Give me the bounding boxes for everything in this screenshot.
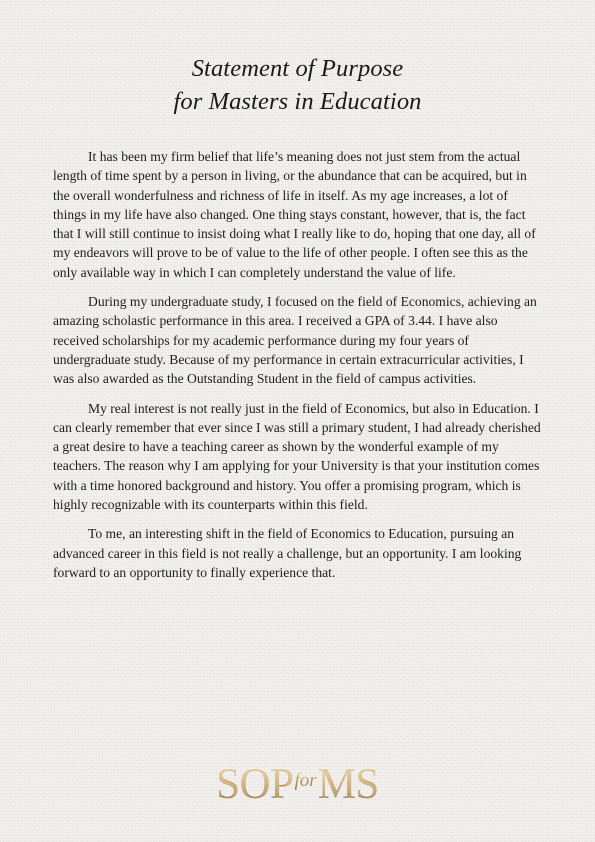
paragraph-2: During my undergraduate study, I focused on the field of Economics, achieving an amazing scholastic performance in this area. I received a GPA of 3.44. I have also received scholarships for my academic performance during my four years of undergraduate study. Because of my performance in certain extracurricular activities, I was also awarded as the Outstanding Student in the field of campus activities.	[53, 294, 537, 387]
title-line-2: for Masters in Education	[173, 88, 422, 115]
document-title	[0, 52, 595, 118]
paragraph-4: To me, an interesting shift in the field of Economics to Education, pursuing an advanced career in this field is not really a challenge, but an opportunity. I am looking forward to an opportunity to finally experience that.	[53, 526, 522, 580]
paragraph-1: It has been my firm belief that life’s meaning does not just stem from the actual length of time spent by a person in living, or the abundance that can be acquired, but in the overall wonderfulness and richness of life in itself. As my age increases, a lot of things in my life have also changed. One thing stays constant, however, that is, the fact that I will still continue to insist doing what I really like to do, hoping that one day, all of my endeavors will prove to be of value to the life of other people. I often see this as the only available way in which I can completely understand the value of life.	[53, 149, 536, 280]
document-body	[53, 147, 543, 592]
title-line-1: Statement of Purpose	[191, 55, 404, 82]
logo-text-sop: SOP	[216, 761, 294, 808]
paragraph-3: My real interest is not really just in the field of Economics, but also in Education. I can clearly remember that ever since I was still a primary student, I had already cherished a great desire to have a teaching career as shown by the wonderful example of my teachers. The reason why I am applying for your University is that your institution comes with a time honored background and history. You offer a promising program, which is highly recognizable with its counterparts within this field.	[53, 400, 541, 513]
logo-text-ms: MS	[317, 761, 379, 808]
logo-text-for: for	[294, 770, 317, 791]
brand-logo	[0, 760, 595, 809]
